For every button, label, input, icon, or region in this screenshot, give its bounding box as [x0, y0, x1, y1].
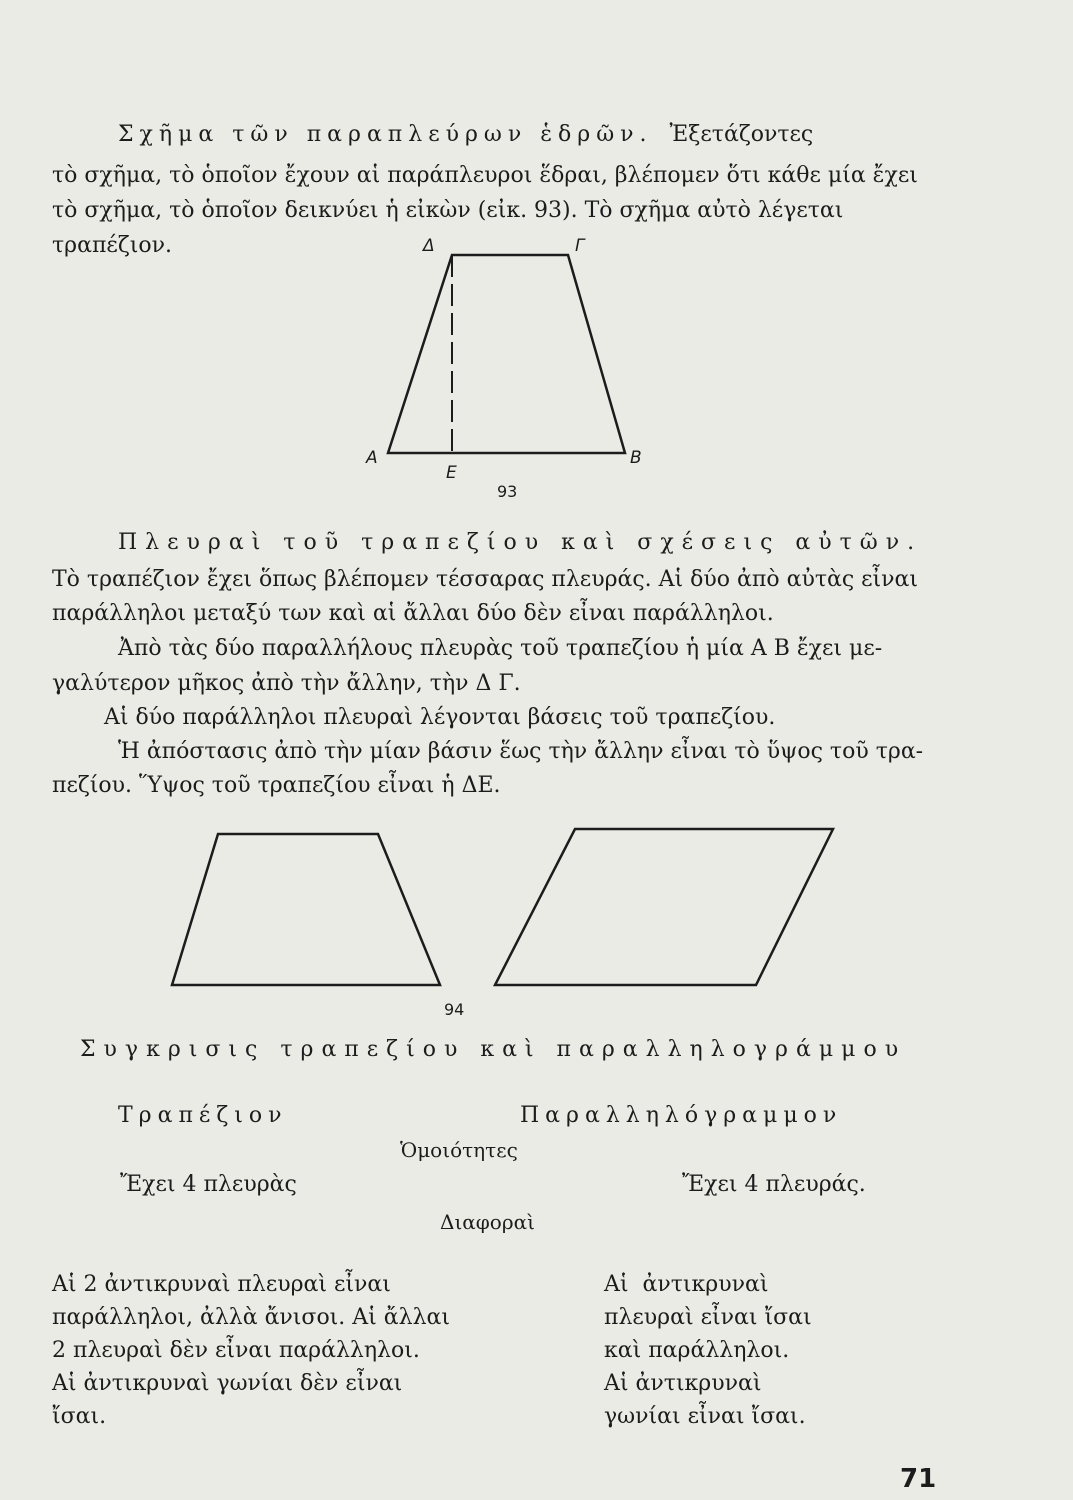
section2-line-5: Ἡ ἀπόστασις ἀπὸ τὴν μίαν βάσιν ἕως τὴν ἄλλην εἶναι τὸ ὕψος τοῦ τρα-: [118, 739, 924, 764]
right-diff-line: Αἱ ἀντικρυναὶ: [604, 1371, 762, 1396]
left-diff-line: Αἱ 2 ἀντικρυναὶ πλευραὶ εἶναι: [52, 1272, 391, 1297]
section1-heading: Σχῆμα τῶν παραπλεύρων ἑδρῶν.: [118, 122, 653, 147]
col-left-title: Τραπέζιον: [118, 1103, 288, 1128]
right-diff-line: γωνίαι εἶναι ἴσαι.: [604, 1404, 806, 1429]
section2-line-6: πεζίου. Ὕψος τοῦ τραπεζίου εἶναι ἡ ΔΕ.: [52, 773, 501, 798]
label-d: Δ: [423, 236, 435, 256]
right-similarity: Ἔχει 4 πλευράς.: [682, 1172, 866, 1197]
section2-line-0: Τὸ τραπέζιον ἔχει ὅπως βλέπομεν τέσσαρας πλευράς. Αἱ δύο ἀπὸ αὐτὰς εἶναι: [52, 567, 919, 592]
section2-line-4: Αἱ δύο παράλληλοι πλευραὶ λέγονται βάσεις τοῦ τραπεζίου.: [104, 705, 776, 730]
section1-line-0: Ἐξετάζοντες: [669, 122, 814, 147]
section1-line-2: τὸ σχῆμα, τὸ ὁποῖον δεικνύει ἡ εἰκὼν (εἰκ. 93). Τὸ σχῆμα αὐτὸ λέγεται: [52, 198, 844, 223]
figure-94-parallelogram: [495, 829, 833, 985]
section1-line-1: τὸ σχῆμα, τὸ ὁποῖον ἔχουν αἱ παράπλευροι ἕδραι, βλέπομεν ὅτι κάθε μία ἔχει: [52, 163, 918, 188]
figure-94-trapezoid: [172, 834, 440, 985]
right-differences: [604, 1268, 812, 1433]
right-diff-line: πλευραὶ εἶναι ἴσαι: [604, 1305, 812, 1330]
left-diff-line: ἴσαι.: [52, 1404, 107, 1429]
differences-label: Διαφοραὶ: [440, 1210, 535, 1234]
section1-line-3: τραπέζιον.: [52, 233, 172, 258]
page-number: 71: [900, 1464, 937, 1494]
section2-heading: Πλευραὶ τοῦ τραπεζίου καὶ σχέσεις αὐτῶν.: [118, 530, 923, 555]
left-diff-line: 2 πλευραὶ δὲν εἶναι παράλληλοι.: [52, 1338, 420, 1363]
figure-93-number: 93: [497, 482, 518, 501]
right-diff-line: Αἱ ἀντικρυναὶ: [604, 1272, 769, 1297]
label-e: Ε: [446, 463, 457, 483]
left-diff-line: παράλληλοι, ἀλλὰ ἄνισοι. Αἱ ἄλλαι: [52, 1305, 451, 1330]
figure-94-number: 94: [444, 1000, 465, 1019]
left-differences: [52, 1268, 450, 1433]
left-similarity: Ἔχει 4 πλευρὰς: [120, 1172, 297, 1197]
left-diff-line: Αἱ ἀντικρυναὶ γωνίαι δὲν εἶναι: [52, 1371, 403, 1396]
label-g: Γ: [575, 236, 585, 256]
section2-line-1: παράλληλοι μεταξύ των καὶ αἱ ἄλλαι δύο δὲν εἶναι παράλληλοι.: [52, 601, 774, 626]
label-a: Α: [366, 448, 378, 468]
right-diff-line: καὶ παράλληλοι.: [604, 1338, 790, 1363]
comparison-heading: Συγκρισις τραπεζίου καὶ παραλληλογράμμου: [80, 1037, 907, 1062]
section2-line-3: γαλύτερον μῆκος ἀπὸ τὴν ἄλλην, τὴν Δ Γ.: [52, 671, 521, 696]
label-b: Β: [630, 448, 642, 468]
col-right-title: Παραλληλόγραμμον: [520, 1103, 843, 1128]
similarities-label: Ὁμοιότητες: [400, 1138, 518, 1162]
section2-line-2: Ἀπὸ τὰς δύο παραλλήλους πλευρὰς τοῦ τραπεζίου ἡ μία Α Β ἔχει με-: [118, 636, 883, 661]
